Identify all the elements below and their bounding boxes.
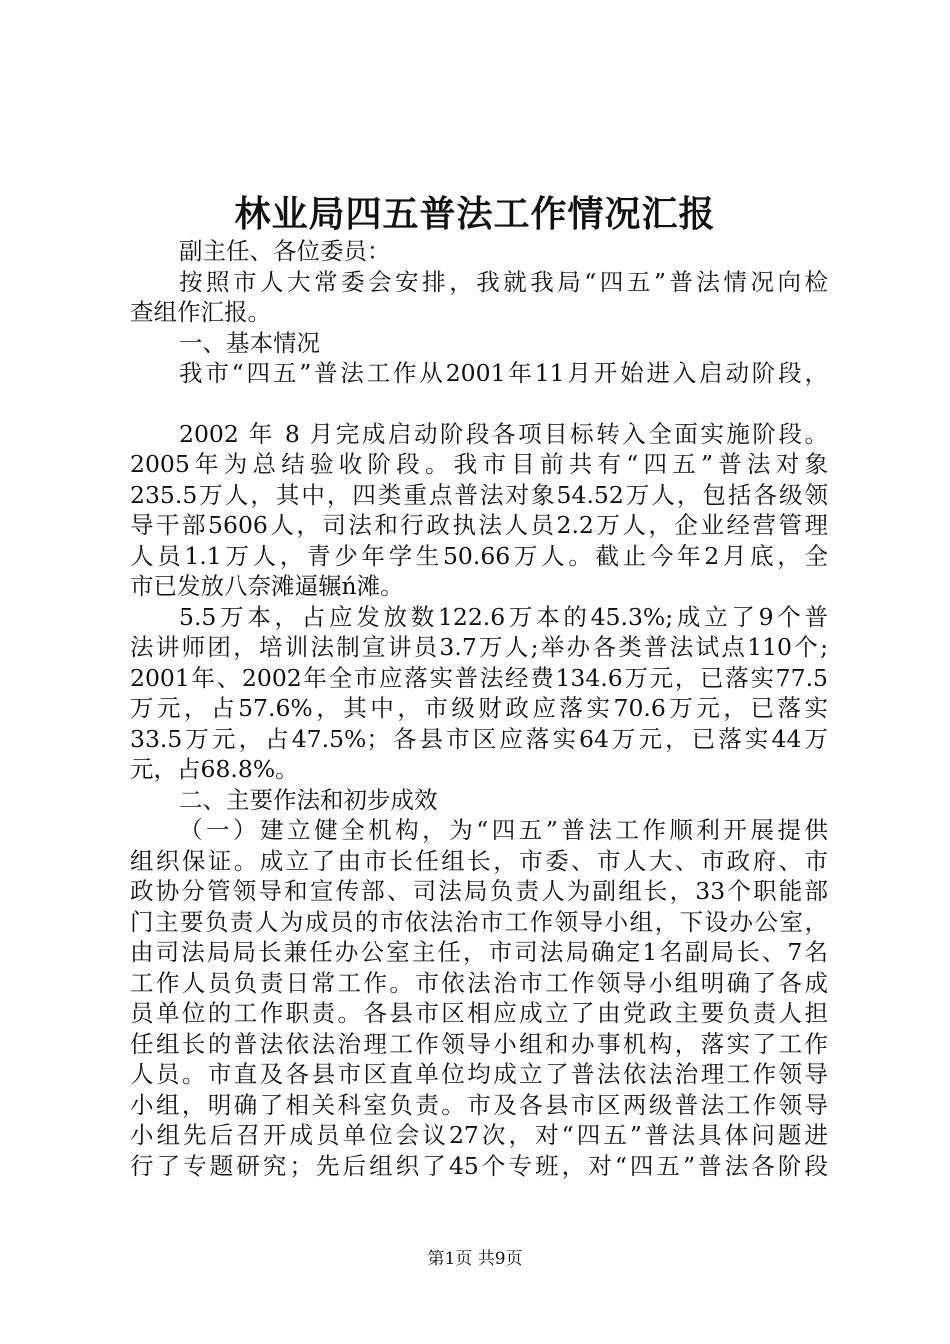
paragraph-line: 由司法局局长兼任办公室主任，市司法局确定1名副局长、7名	[130, 938, 828, 966]
paragraph-line: 法讲师团，培训法制宣讲员3.7万人;举办各类普法试点110个;	[130, 633, 828, 661]
paragraph-line: 人员1.1万人，青少年学生50.66万人。截止今年2月底，全	[130, 541, 828, 570]
paragraph-line: 2002 年 8 月完成启动阶段各项目标转入全面实施阶段。	[179, 419, 828, 448]
paragraph-line: 小组，明确了相关科室负责。市及各县市区两级普法工作领导	[130, 1090, 828, 1119]
paragraph-line: 235.5万人，其中，四类重点普法对象54.52万人，包括各级领	[130, 480, 828, 509]
paragraph-line: （一）建立健全机构，为“四五”普法工作顺利开展提供	[179, 816, 828, 844]
paragraph-line: 工作人员负责日常工作。市依法治市工作领导小组明确了各成	[130, 968, 828, 997]
paragraph-line: 5.5万本，占应发放数122.6万本的45.3%;成立了9个普	[179, 602, 828, 631]
paragraph-line: 市已发放八奈滩逼辗ń滩。	[130, 572, 404, 600]
paragraph-line: 小组先后召开成员单位会议27次，对“四五”普法具体问题进	[130, 1121, 828, 1149]
paragraph-line: 员单位的工作职责。各县市区相应成立了由党政主要负责人担	[130, 999, 828, 1027]
paragraph-line: 行了专题研究；先后组织了45个专班，对“四五”普法各阶段	[130, 1151, 828, 1180]
salutation-line: 副主任、各位委员：	[179, 237, 391, 265]
paragraph-line: 我市“四五”普法工作从2001年11月开始进入启动阶段，	[179, 359, 828, 387]
document-body	[130, 236, 828, 1181]
paragraph-line: 政协分管领导和宣传部、司法局负责人为副组长，33个职能部	[130, 877, 828, 905]
paragraph-line: 2001年、2002年全市应落实普法经费134.6万元，已落实77.5	[130, 663, 828, 692]
document-title: 林业局四五普法工作情况汇报	[234, 193, 716, 235]
paragraph-line: 33.5万元，占47.5%；各县市区应落实64万元，已落实44万	[130, 724, 828, 753]
paragraph-line: 组织保证。成立了由市长任组长，市委、市人大、市政府、市	[130, 846, 828, 875]
paragraph-line: 门主要负责人为成员的市依法治市工作领导小组，下设办公室，	[130, 907, 828, 936]
section-heading: 一、基本情况	[179, 328, 320, 357]
blank-gap	[130, 389, 828, 419]
page-number-footer: 第1页 共9页	[427, 1249, 523, 1269]
section-heading: 二、主要作法和初步成效	[179, 785, 438, 814]
paragraph-line: 万元，占57.6%，其中，市级财政应落实70.6万元，已落实	[130, 694, 828, 722]
paragraph-line: 任组长的普法依法治理工作领导小组和办事机构，落实了工作	[130, 1029, 828, 1058]
paragraph-line: 元，占68.8%。	[130, 755, 299, 783]
paragraph-line: 按照市人大常委会安排，我就我局“四五”普法情况向检	[179, 267, 828, 296]
paragraph-line: 查组作汇报。	[130, 298, 271, 326]
paragraph-line: 人员。市直及各县市区直单位均成立了普法依法治理工作领导	[130, 1060, 828, 1088]
paragraph-line: 导干部5606人，司法和行政执法人员2.2万人，企业经营管理	[130, 511, 828, 539]
paragraph-line: 2005年为总结验收阶段。我市目前共有“四五”普法对象	[130, 450, 828, 478]
